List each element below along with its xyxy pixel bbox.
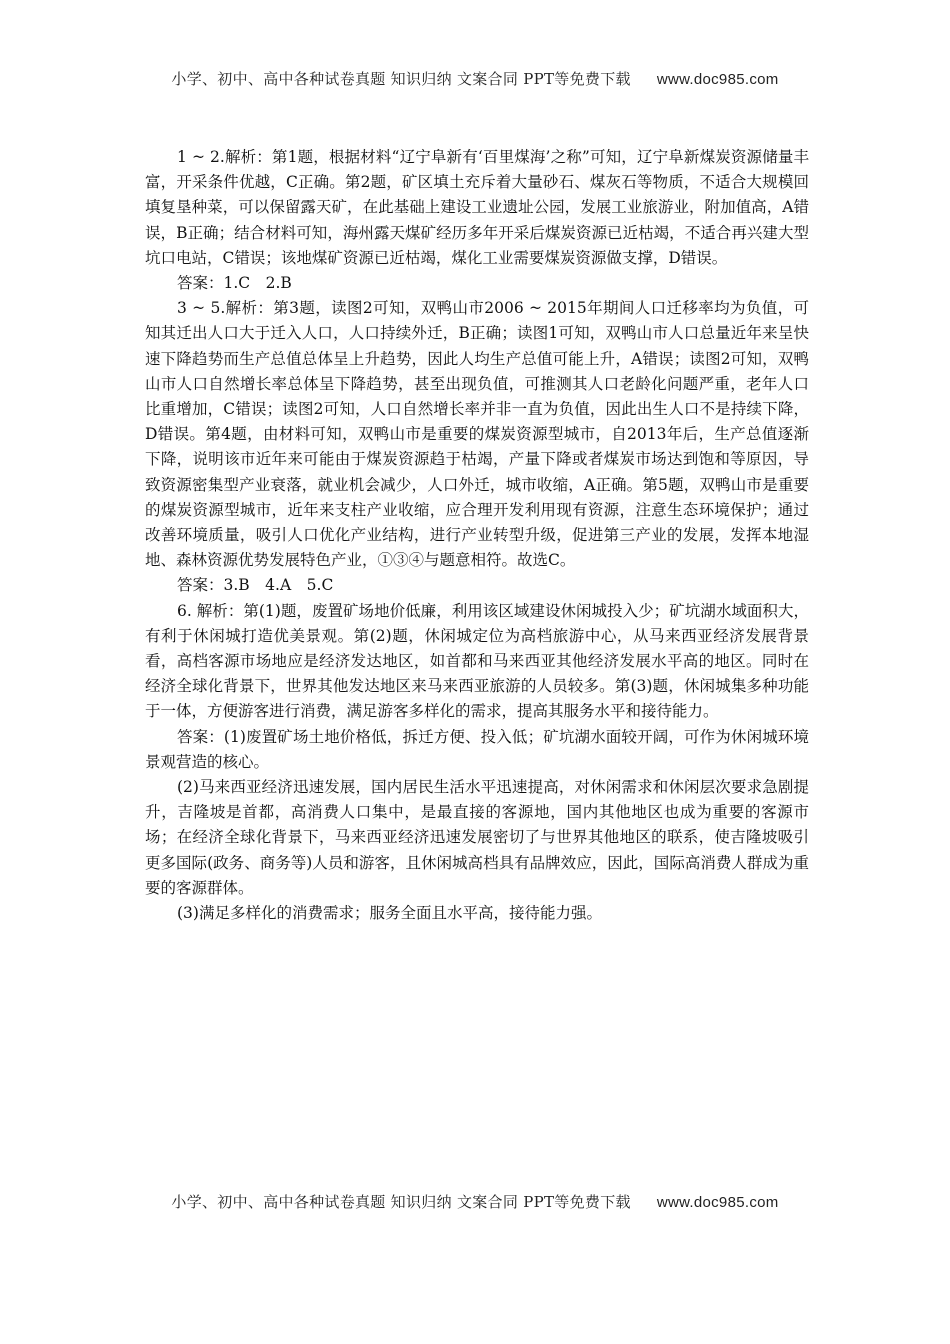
- paragraph-q6-answer-1: 答案：(1)废置矿场土地价格低，拆迁方便、投入低；矿坑湖水面较开阔，可作为休闲城环境景观营造的核心。: [145, 727, 809, 771]
- paragraph-q1-2-analysis: 1 ~ 2.解析：第1题，根据材料“辽宁阜新有‘百里煤海’之称”可知，辽宁阜新煤炭资源储量丰富，开采条件优越，C正确。第2题，矿区填土充斥着大量砂石、煤灰石等物质，不适合大规模回填复垦种菜，可以保留露天矿，在此基础上建设工业遗址公园，发展工业旅游业，附加值高，A错误，B正确；结合材料可知，海州露天煤矿经历多年开采后煤炭资源已近枯竭，不适合再兴建大型坑口电站，C错误；该地煤矿资源已近枯竭，煤化工业需要煤炭资源做支撑，D错误。: [145, 148, 809, 267]
- document-body: [145, 145, 809, 926]
- paragraph-q6-analysis: 6. 解析：第(1)题，废置矿场地价低廉，利用该区域建设休闲城投入少；矿坑湖水域面积大，有利于休闲城打造优美景观。第(2)题，休闲城定位为高档旅游中心，从马来西亚经济发展背景看，高档客源市场地应是经济发达地区，如首都和马来西亚其他经济发展水平高的地区。同时在经济全球化背景下，世界其他发达地区来马来西亚旅游的人员较多。第(3)题，休闲城集多种功能于一体，方便游客进行消费，满足游客多样化的需求，提高其服务水平和接待能力。: [145, 601, 809, 721]
- paragraph-q3-5-answer: 答案：3.B 4.A 5.C: [177, 576, 334, 595]
- paragraph-q6-answer-3: (3)满足多样化的消费需求；服务全面且水平高，接待能力强。: [177, 904, 602, 923]
- footer-site: www.doc985.com: [656, 1194, 779, 1211]
- footer-text: 小学、初中、高中各种试卷真题 知识归纳 文案合同 PPT等免费下载: [171, 1193, 631, 1211]
- page-header: [0, 68, 950, 89]
- header-site: www.doc985.com: [656, 71, 779, 88]
- header-text: 小学、初中、高中各种试卷真题 知识归纳 文案合同 PPT等免费下载: [171, 70, 631, 88]
- paragraph-q6-answer-2: (2)马来西亚经济迅速发展，国内居民生活水平迅速提高，对休闲需求和休闲层次要求急剧提升，吉隆坡是首都，高消费人口集中，是最直接的客源地，国内其他地区也成为重要的客源市场；在经济全球化背景下，马来西亚经济迅速发展密切了与世界其他地区的联系，使吉隆坡吸引更多国际(政务、商务等)人员和游客，且休闲城高档具有品牌效应，因此，国际高消费人群成为重要的客源群体。: [145, 778, 809, 897]
- paragraph-q1-2-answer: 答案：1.C 2.B: [177, 274, 292, 293]
- paragraph-q3-5-analysis: 3 ~ 5.解析：第3题，读图2可知，双鸭山市2006 ~ 2015年期间人口迁移率均为负值，可知其迁出人口大于迁入人口，人口持续外迁，B正确；读图1可知，双鸭山市人口总量近年来呈快速下降趋势而生产总值总体呈上升趋势，因此人均生产总值可能上升，A错误；读图2可知，双鸭山市人口自然增长率总体呈下降趋势，甚至出现负值，可推测其人口老龄化问题严重，老年人口比重增加，C错误；读图2可知，人口自然增长率并非一直为负值，因此出生人口不是持续下降，D错误。第4题，由材料可知，双鸭山市是重要的煤炭资源型城市，自2013年后，生产总值逐渐下降，说明该市近年来可能由于煤炭资源趋于枯竭，产量下降或者煤炭市场达到饱和等原因，导致资源密集型产业衰落，就业机会减少，人口外迁，城市收缩，A正确。第5题，双鸭山市是重要的煤炭资源型城市，近年来支柱产业收缩，应合理开发利用现有资源，注意生态环境保护；通过改善环境质量，吸引人口优化产业结构，进行产业转型升级，促进第三产业的发展，发挥本地湿地、森林资源优势发展特色产业，①③④与题意相符。故选C。: [145, 299, 809, 570]
- page-footer: [0, 1191, 950, 1212]
